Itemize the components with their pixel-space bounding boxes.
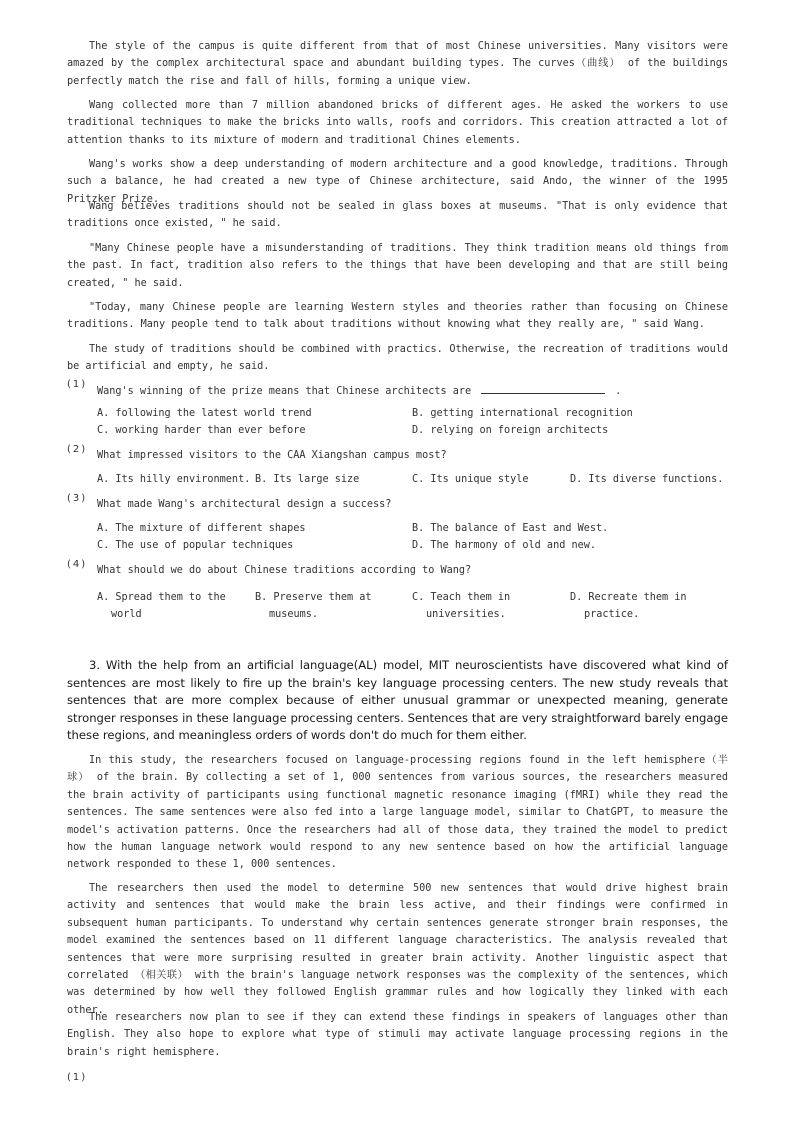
question-1-stem: Wang's winning of the prize means that Chinese architects are [97, 386, 472, 397]
question-number: (3) [67, 493, 88, 504]
question-3-option-b[interactable]: B. The balance of East and West. [412, 523, 609, 534]
question-3-option-a[interactable]: A. The mixture of different shapes [97, 523, 306, 534]
question-2-option-a[interactable]: A. Its hilly environment. [97, 474, 251, 485]
question-1-option-b[interactable]: B. getting international recognition [412, 408, 633, 419]
passage3-paragraph-1: In this study, the researchers focused on language-processing regions found in the left hemisphere（半球） of the brain. By collecting a set of 1, 000 sentences from various sources, the researchers measured the brain activity of participants using functional magnetic resonance imaging (fMRI) while they read the sentences. The same sentences were also fed into a large language model, similar to ChatGPT, to measure the model's activation patterns. Once the researchers had all of those data, they trained the model to predict how the human language network would respond to any new sentence based on how the artificial language network responded to these 1, 000 sentences. [67, 755, 728, 871]
passage2-paragraph-2: Wang collected more than 7 million abandoned bricks of different ages. He asked the workers to use traditional techniques to make the bricks into walls, roofs and corridors. This creation attracted a lot of attention thanks to its mixture of modern and traditional Chines elements. [67, 100, 728, 146]
passage3-intro: 3. With the help from an artificial language(AL) model, MIT neuroscientists have discovered what kind of sentences are most likely to fire up the brain's key language processing centers. The new study reveals that sentences that are more complex because of either unusual grammar or unexpected meaning, generate stronger responses in these language processing centers. Sentences that are very straightforward barely engage these regions, and meaningless orders of words don't do much for them either. [67, 658, 728, 742]
question-number: (1) [67, 379, 88, 390]
question-3-option-c[interactable]: C. The use of popular techniques [97, 540, 294, 551]
passage3-paragraph-2: The researchers then used the model to determine 500 new sentences that would drive highest brain activity and sentences that would make the brain less active, and their findings were confirmed in subsequent human participants. To understand why certain sentences generate stronger brain responses, the model examined the sentences based on 11 different language characteristics. The analysis revealed that sentences that were more surprising resulted in greater brain activity. Another linguistic aspect that correlated （相关联） with the brain's language network responses was the complexity of the sentences, which was determined by how well they followed English grammar rules and how logically they linked with each other. [67, 883, 728, 1016]
question-2-option-d[interactable]: D. Its diverse functions. [570, 474, 724, 485]
passage2-paragraph-7: The study of traditions should be combined with practics. Otherwise, the recreation of traditions would be artificial and empty, he said. [67, 344, 728, 373]
question-4-option-a[interactable]: A. Spread them to the world [97, 592, 226, 621]
question-1-option-d[interactable]: D. relying on foreign architects [412, 425, 609, 436]
question-2-option-b[interactable]: B. Its large size [255, 474, 360, 485]
passage2-paragraph-6: "Today, many Chinese people are learning Western styles and theories rather than focusing on Chinese traditions. Many people tend to talk about traditions without knowing what they really are, " said Wang. [67, 302, 728, 331]
passage2-paragraph-3: Wang's works show a deep understanding of modern architecture and a good knowledge, traditions. Through such a balance, he had created a new type of Chinese architecture, said Ando, the winner of the 1995 Pritzker Prize. [67, 159, 728, 205]
question-1-text [97, 383, 621, 397]
passage2-paragraph-5: "Many Chinese people have a misunderstanding of traditions. They think tradition means old things from the past. In fact, tradition also refers to the things that have been developing and that are still being created, " he said. [67, 243, 728, 289]
question-4-option-b[interactable]: B. Preserve them at museums. [255, 592, 372, 621]
question-3-option-d[interactable]: D. The harmony of old and new. [412, 540, 597, 551]
question-number: (4) [67, 559, 88, 570]
question-4-text: What should we do about Chinese traditions according to Wang? [97, 565, 472, 576]
question-number: (1) [67, 1072, 88, 1083]
question-number: (2) [67, 444, 88, 455]
question-2-option-c[interactable]: C. Its unique style [412, 474, 529, 485]
question-1-option-c[interactable]: C. working harder than ever before [97, 425, 306, 436]
question-3-text: What made Wang's architectural design a success? [97, 499, 392, 510]
question-4-option-c[interactable]: C. Teach them in universities. [412, 592, 511, 621]
question-1-option-a[interactable]: A. following the latest world trend [97, 408, 312, 419]
passage2-paragraph-4: Wang believes traditions should not be sealed in glass boxes at museums. "That is only evidence that traditions once existed, " he said. [67, 201, 728, 230]
question-4-option-d[interactable]: D. Recreate them in practice. [570, 592, 687, 621]
passage2-paragraph-1: The style of the campus is quite different from that of most Chinese universities. Many visitors were amazed by the complex architectural space and abundant building types. The curves（曲线） of the buildings perfectly match the rise and fall of hills, forming a unique view. [67, 41, 728, 87]
passage3-paragraph-3: The researchers now plan to see if they can extend these findings in speakers of languages other than English. They also hope to explore what type of stimuli may activate language processing regions in the brain's right hemisphere. [67, 1012, 728, 1058]
answer-blank[interactable] [481, 383, 605, 394]
question-2-text: What impressed visitors to the CAA Xiangshan campus most? [97, 450, 447, 461]
question-1-tail: . [615, 386, 622, 397]
